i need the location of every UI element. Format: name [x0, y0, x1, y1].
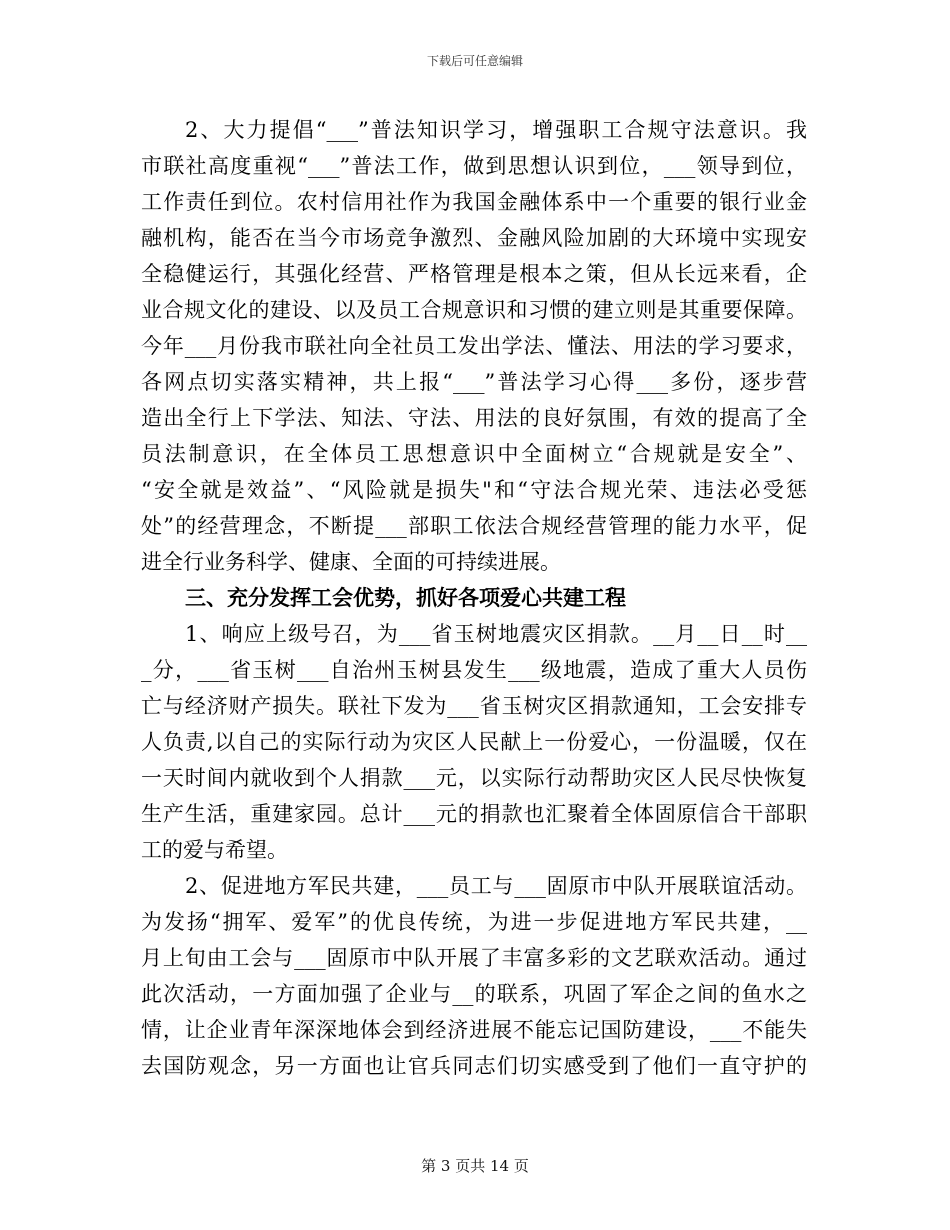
paragraph-line: 2、促进地方军民共建，___员工与___固原市中队开展联谊活动。: [185, 874, 807, 898]
paragraph-line: 生产生活，重建家园。总计___元的捐款也汇聚着全体固原信合干部职: [141, 802, 807, 826]
section-heading: 三、充分发挥工会优势，抓好各项爱心共建工程: [185, 585, 626, 610]
paragraph-line: _分，___省玉树___自治州玉树县发生___级地震，造成了重大人员伤: [141, 658, 807, 682]
paragraph-line: 员法制意识，在全体员工思想意识中全面树立“合规就是安全”、: [141, 442, 807, 466]
page-header: 下载后可任意编辑: [426, 54, 523, 68]
paragraph-line: 融机构，能否在当今市场竞争激烈、金融风险加剧的大环境中实现安: [141, 226, 807, 250]
paragraph-line: 为发扬“拥军、爱军”的优良传统，为进一步促进地方军民共建，__: [141, 910, 807, 934]
paragraph-line: 市联社高度重视“___”普法工作，做到思想认识到位，___领导到位，: [141, 154, 807, 178]
paragraph-line: 业合规文化的建设、以及员工合规意识和习惯的建立则是其重要保障。: [141, 298, 807, 322]
paragraph-line: 情，让企业青年深深地体会到经济进展不能忘记国防建设，___不能失: [141, 1018, 807, 1042]
paragraph-line: 去国防观念，另一方面也让官兵同志们切实感受到了他们一直守护的: [141, 1054, 807, 1078]
paragraph-line: 进全行业务科学、健康、全面的可持续进展。: [141, 550, 561, 574]
paragraph-line: 工作责任到位。农村信用社作为我国金融体系中一个重要的银行业金: [141, 190, 807, 214]
paragraph-line: 月上旬由工会与___固原市中队开展了丰富多彩的文艺联欢活动。通过: [141, 946, 807, 970]
paragraph-line: 处”的经营理念，不断提___部职工依法合规经营管理的能力水平，促: [141, 514, 807, 538]
paragraph-line: 人负责,以自己的实际行动为灾区人民献上一份爱心，一份温暖，仅在: [141, 730, 807, 754]
paragraph-line: 今年___月份我市联社向全社员工发出学法、懂法、用法的学习要求，: [141, 334, 807, 358]
paragraph-line: 此次活动，一方面加强了企业与__的联系，巩固了军企之间的鱼水之: [141, 982, 807, 1006]
paragraph-line: 亡与经济财产损失。联社下发为___省玉树灾区捐款通知，工会安排专: [141, 694, 807, 718]
paragraph-line: 1、响应上级号召，为___省玉树地震灾区捐款。__月__日__时__: [185, 622, 807, 646]
paragraph-line: “安全就是效益”、“风险就是损失"和“守法合规光荣、违法必受惩: [141, 478, 807, 502]
paragraph-line: 2、大力提倡“___”普法知识学习，增强职工合规守法意识。我: [185, 118, 807, 142]
paragraph-line: 工的爱与希望。: [141, 838, 288, 862]
document-body: [141, 112, 807, 1084]
paragraph-line: 各网点切实落实精神，共上报“___”普法学习心得___多份，逐步营: [141, 370, 807, 394]
paragraph-line: 造出全行上下学法、知法、守法、用法的良好氛围，有效的提高了全: [141, 406, 807, 430]
paragraph-line: 一天时间内就收到个人捐款___元，以实际行动帮助灾区人民尽快恢复: [141, 766, 807, 790]
page-number: 第 3 页共 14 页: [421, 1157, 529, 1175]
paragraph-line: 全稳健运行，其强化经营、严格管理是根本之策，但从长远来看，企: [141, 262, 807, 286]
